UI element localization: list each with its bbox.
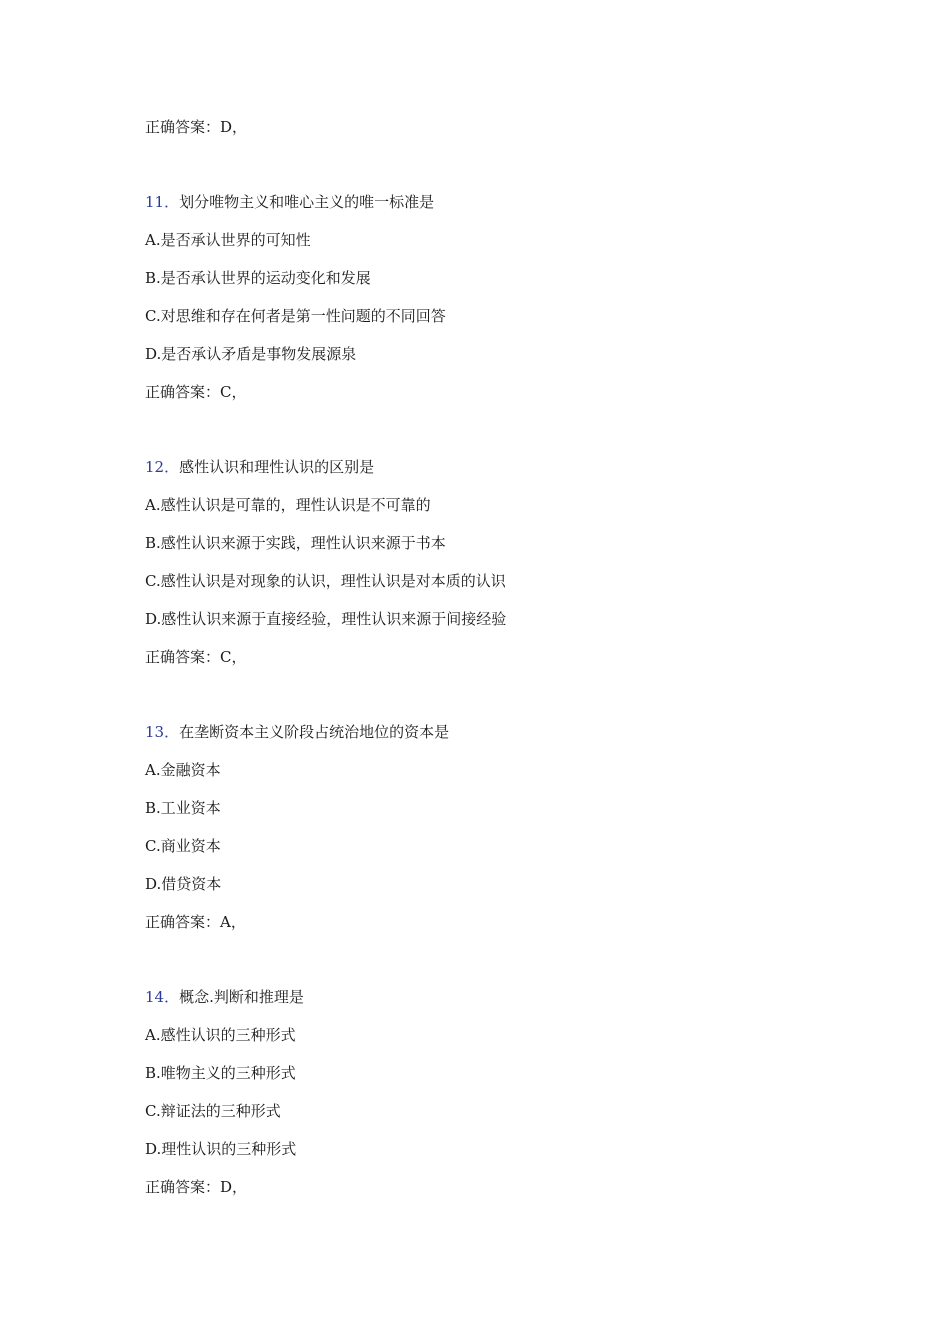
option-b: B.感性认识来源于实践，理性认识来源于书本 (145, 534, 446, 552)
option-d: D.理性认识的三种形式 (145, 1140, 297, 1158)
answer-line: 正确答案：A， (145, 913, 246, 931)
option-a: A.金融资本 (145, 761, 221, 779)
question-14-title (145, 986, 304, 1008)
answer-line: 正确答案：C， (145, 648, 247, 666)
question-12-title (145, 456, 374, 478)
question-text: 概念.判断和推理是 (179, 988, 304, 1006)
option-c: C.商业资本 (145, 837, 221, 855)
question-11-title (145, 191, 434, 213)
option-a: A.感性认识是可靠的，理性认识是不可靠的 (145, 496, 431, 514)
question-number: 14． (145, 988, 180, 1006)
answer-line: 正确答案：C， (145, 383, 247, 401)
option-c: C.辩证法的三种形式 (145, 1102, 281, 1120)
option-d: D.借贷资本 (145, 875, 222, 893)
question-text: 在垄断资本主义阶段占统治地位的资本是 (179, 723, 450, 741)
option-b: B.工业资本 (145, 799, 221, 817)
question-number: 13． (145, 723, 180, 741)
answer-line: 正确答案：D， (145, 1178, 248, 1196)
answer-line-prev: 正确答案：D， (145, 118, 248, 136)
question-text: 划分唯物主义和唯心主义的唯一标准是 (179, 193, 435, 211)
question-number: 12． (145, 458, 180, 476)
option-b: B.唯物主义的三种形式 (145, 1064, 296, 1082)
question-13-title (145, 721, 449, 743)
option-c: C.感性认识是对现象的认识，理性认识是对本质的认识 (145, 572, 506, 590)
option-a: A.感性认识的三种形式 (145, 1026, 296, 1044)
option-d: D.感性认识来源于直接经验，理性认识来源于间接经验 (145, 610, 507, 628)
question-number: 11． (145, 193, 180, 211)
option-a: A.是否承认世界的可知性 (145, 231, 311, 249)
option-b: B.是否承认世界的运动变化和发展 (145, 269, 371, 287)
option-c: C.对思维和存在何者是第一性问题的不同回答 (145, 307, 446, 325)
option-d: D.是否承认矛盾是事物发展源泉 (145, 345, 357, 363)
question-text: 感性认识和理性认识的区别是 (179, 458, 375, 476)
